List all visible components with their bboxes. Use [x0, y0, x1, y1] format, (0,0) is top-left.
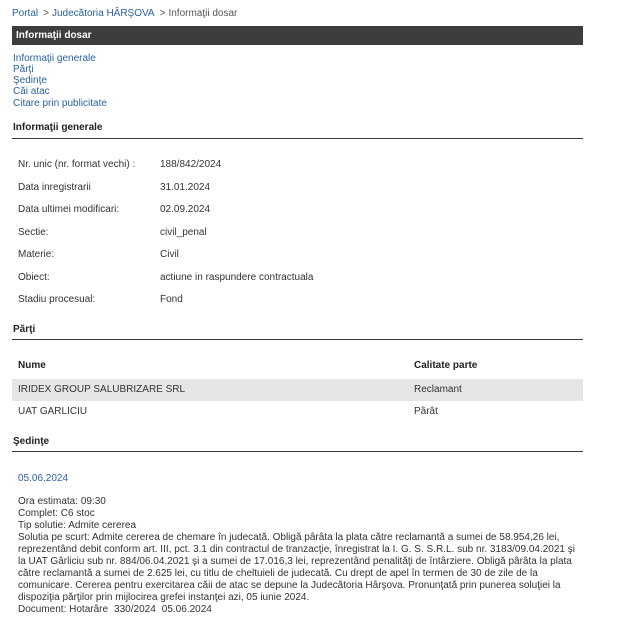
table-row [12, 401, 583, 423]
sedinta-complet [18, 508, 575, 520]
ora-value: 09:30 [80, 496, 106, 507]
info-value: 02.09.2024 [160, 204, 211, 215]
section-title-sedinte: Şedinţe [13, 436, 50, 447]
party-name: UAT GARLICIU [18, 405, 88, 417]
document-date: 05.06.2024 [161, 604, 212, 615]
breadcrumb [12, 8, 237, 20]
nav-link-sedinte[interactable]: Şedinţe [13, 75, 47, 86]
solutie-value: Admite cererea de chemare în judecată. Obligă pârâta la plata către reclamantă a sumei de 58.954,26 lei, reprezentând debit conform art. III, pct. 3.1 din contractul de tranzacţie, înregistrat la I. G. S. S.R.L. sub nr. 3183/09.04.2021 şi la UAT Gârliciu sub nr. 884/06.04.2021 şi a sumei de 17.016,3 lei, reprezentând penalităţi de întârziere. Obligă pârâta la plata către reclamantă a sumei de 2.625 lei, cu titlu de cheltuieli de judecată. Cu drept de apel în termen de 30 de zile de la comunicare. Cererea pentru exercitarea căii de atac se depune la Judecătoria Hârşova. Pronunţată prin punerea soluţiei la dispoziţia părţilor prin mijlocirea grefei instanţei azi, 05 iunie 2024. [18, 532, 575, 603]
section-divider [12, 339, 583, 340]
breadcrumb-separator: > [159, 8, 166, 19]
tip-solutie-label: Tip solutie: [18, 520, 66, 531]
info-value: 188/842/2024 [160, 159, 222, 170]
document-type: Hotarâre [69, 604, 109, 615]
info-value: civil_penal [160, 226, 207, 238]
parties-table [12, 355, 583, 422]
sedinta-date[interactable]: 05.06.2024 [18, 473, 69, 484]
sedinta-solutie [18, 532, 575, 604]
parties-table-header [12, 355, 583, 379]
sedinta-details [18, 496, 575, 616]
info-label: Nr. unic (nr. format vechi) : [18, 159, 136, 170]
section-nav [13, 53, 107, 109]
section-title-parti: Părţi [13, 324, 36, 335]
breadcrumb-separator: > [43, 8, 49, 19]
page-title-bar [12, 26, 583, 45]
breadcrumb-court-link[interactable]: Judecătoria HÂRŞOVA [51, 8, 155, 19]
complet-value: C6 stoc [60, 508, 95, 519]
document-number: 330/2024 [114, 604, 156, 615]
info-label: Data ultimei modificari: [18, 204, 120, 215]
general-info-table [18, 154, 578, 312]
info-label: Stadiu procesual: [18, 294, 96, 305]
sedinta-document [18, 604, 575, 616]
info-row-obiect [18, 267, 578, 290]
section-divider [12, 138, 583, 139]
nav-link-citare-publicitate[interactable]: Citare prin publicitate [13, 97, 107, 109]
tip-solutie-value: Admite cererea [68, 520, 137, 531]
info-row-nr-unic [18, 154, 578, 177]
info-value: Civil [160, 249, 179, 260]
info-label: Sectie: [18, 226, 49, 238]
info-row-data-inregistrarii [18, 177, 578, 200]
section-title-informatii-generale: Informaţii generale [13, 122, 103, 133]
breadcrumb-portal-link[interactable]: Portal [12, 8, 39, 19]
sedinta-tip-solutie [18, 520, 575, 532]
info-row-data-ultimei-modificari [18, 199, 578, 222]
info-label: Materie: [18, 249, 55, 260]
party-name: IRIDEX GROUP SALUBRIZARE SRL [18, 384, 186, 395]
info-row-materie [18, 244, 578, 267]
info-row-stadiu-procesual [18, 289, 578, 312]
info-value: actiune in raspundere contractuala [160, 271, 314, 283]
nav-link-parti[interactable]: Părţi [13, 63, 34, 75]
document-label: Document: [18, 604, 67, 615]
sedinta-ora [18, 496, 575, 508]
info-label: Data inregistrarii [18, 181, 91, 193]
info-row-sectie [18, 222, 578, 245]
info-value: 31.01.2024 [160, 181, 211, 193]
ora-label: Ora estimata: [18, 496, 79, 507]
table-row [12, 379, 583, 401]
complet-label: Complet: [18, 508, 59, 519]
info-value: Fond [160, 294, 183, 305]
section-divider [12, 451, 583, 452]
solutie-label: Solutia pe scurt: [18, 532, 90, 543]
nav-link-informatii-generale[interactable]: Informaţii generale [13, 52, 96, 64]
info-label: Obiect: [18, 271, 50, 283]
column-header-calitate: Calitate parte [414, 360, 478, 371]
column-header-nume: Nume [18, 360, 46, 371]
nav-link-cai-atac[interactable]: Căi atac [13, 86, 50, 98]
page-title: Informaţii dosar [16, 30, 92, 41]
party-role: Pârât [414, 405, 438, 417]
party-role: Reclamant [414, 384, 462, 395]
breadcrumb-current-page: Informaţii dosar [168, 8, 238, 19]
